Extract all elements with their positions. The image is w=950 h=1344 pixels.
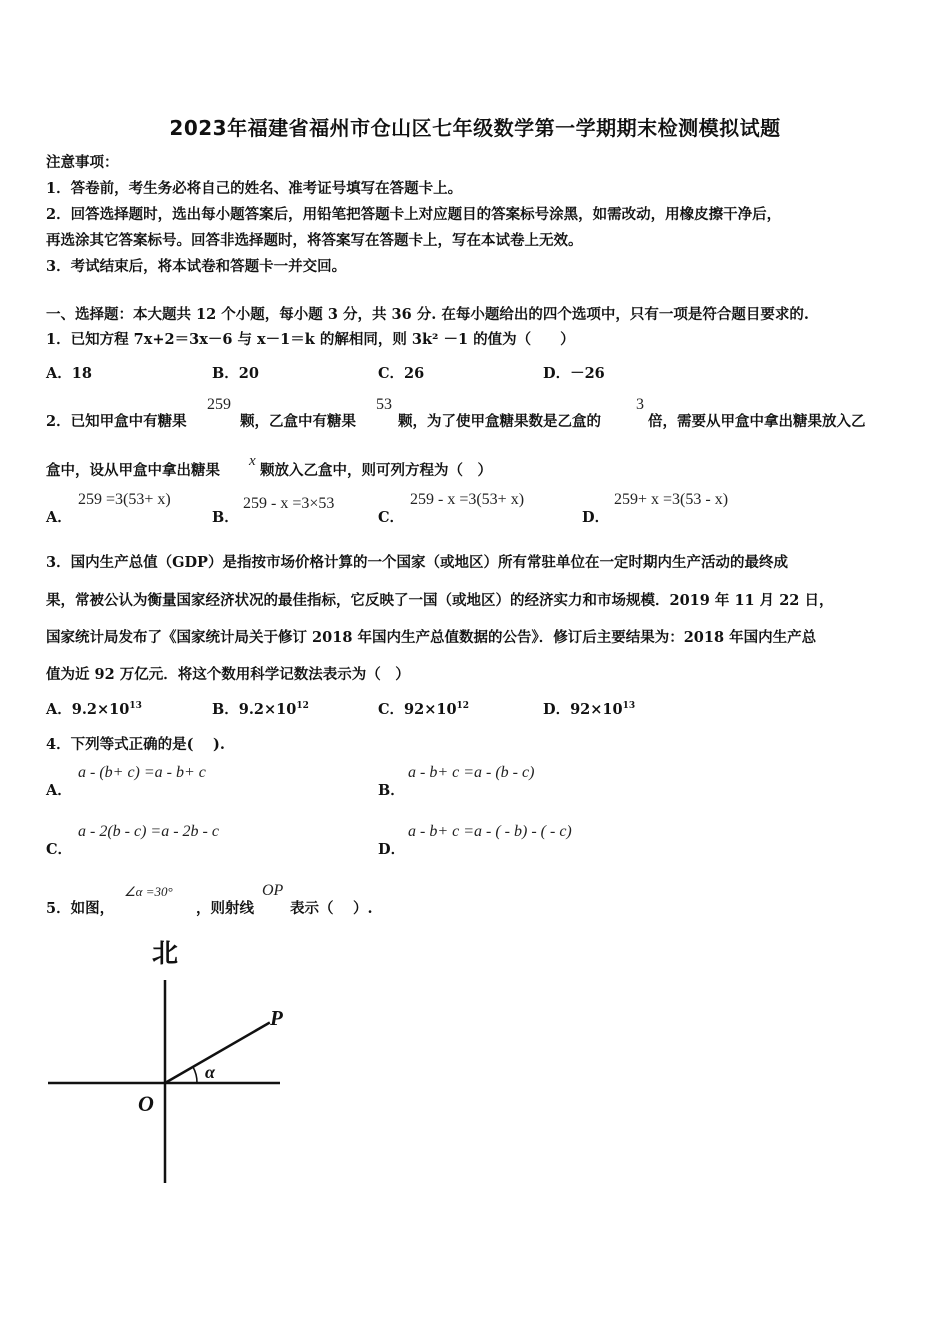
q3-line-2: 果，常被公认为衡量国家经济状况的最佳指标，它反映了一国（或地区）的经济实力和市场规模．2019 年 11 月 22 日，: [46, 592, 834, 609]
q4-option-d-label: D．: [378, 841, 406, 858]
notice-item-2b: 再选涂其它答案标号。回答非选择题时，将答案写在答题卡上，写在本试卷上无效。: [46, 232, 583, 249]
north-label: 北: [152, 939, 179, 969]
point-o-label: O: [138, 1091, 154, 1116]
q4-option-c-expr: a - 2(b - c) =a - 2b - c: [78, 823, 219, 840]
q3-line-1: 3．国内生产总值（GDP）是指按市场价格计算的一个国家（或地区）所有常驻单位在一定时期内生产活动的最终成: [46, 554, 788, 571]
q4-option-b-label: B．: [378, 782, 405, 799]
q2-stem-line2b: 颗放入乙盒中，则可列方程为（ ）: [260, 462, 492, 479]
q2-stem-part1: 2．已知甲盒中有糖果: [46, 413, 187, 430]
q4-option-a-expr: a - (b+ c) =a - b+ c: [78, 764, 206, 781]
section-heading: 一、选择题：本大题共 12 个小题，每小题 3 分，共 36 分. 在每小题给出的四个选项中，只有一项是符合题目要求的.: [46, 306, 809, 323]
q2-option-c-label: C．: [378, 509, 405, 526]
q2-stem-line2a: 盒中，设从甲盒中拿出糖果: [46, 462, 220, 479]
q2-option-c-expr: 259 - x =3(53+ x): [410, 491, 525, 508]
q3-option-a: A．$9.2\times 10^{13}$: [46, 701, 142, 718]
alpha-label: α: [205, 1062, 215, 1082]
q3-option-c: C．$92\times 10^{12}$: [378, 701, 470, 718]
q2-number-3: 3: [636, 396, 644, 413]
q2-option-a-label: A．: [46, 509, 72, 526]
q2-option-b-expr: 259 - x =3×53: [243, 495, 335, 512]
q4-option-c-label: C．: [46, 841, 73, 858]
q3-line-3: 国家统计局发布了《国家统计局关于修订 2018 年国内生产总值数据的公告》．修订后主要结果为：2018 年国内生产总: [46, 629, 817, 646]
q2-option-d-label: D．: [582, 509, 610, 526]
q2-option-a-expr: 259 =3(53+ x): [78, 491, 171, 508]
page-title: 2023年福建省福州市仓山区七年级数学第一学期期末检测模拟试题: [169, 116, 781, 140]
q4-option-d-expr: a - b+ c =a - ( - b) - ( - c): [408, 823, 572, 840]
q1-option-c: C．26: [378, 365, 425, 382]
point-p-label: P: [270, 1006, 283, 1030]
q3-option-d: D．$92\times 10^{13}$: [543, 701, 636, 718]
q2-option-b-label: B．: [212, 509, 239, 526]
q5-angle: ∠α =30°: [124, 884, 173, 899]
q2-option-d-expr: 259+ x =3(53 - x): [614, 491, 729, 508]
q2-number-53: 53: [376, 396, 392, 413]
q1-option-a: A．18: [46, 365, 92, 382]
angle-arc: [193, 1067, 197, 1083]
q4-option-b-expr: a - b+ c =a - (b - c): [408, 764, 535, 781]
q1-stem: 1．已知方程 7x+2＝3x－6 与 x－1＝k 的解相同，则 3k² －1 的值为（ ）: [46, 331, 575, 348]
notice-heading: 注意事项：: [46, 154, 119, 171]
q5-stem-part2: ，则射线: [196, 900, 254, 917]
q2-var-x: x: [249, 453, 256, 469]
q5-figure: [40, 930, 300, 1195]
q3-option-b: B．$9.2\times 10^{12}$: [212, 701, 309, 718]
q5-stem-part1: 5．如图，: [46, 900, 115, 917]
q3-line-4: 值为近 92 万亿元．将这个数用科学记数法表示为（ ）: [46, 666, 410, 683]
q2-number-259: 259: [207, 396, 231, 413]
notice-item-3: 3．考试结束后，将本试卷和答题卡一并交回。: [46, 258, 347, 275]
ray-op: [165, 1023, 270, 1084]
q5-stem-part3: 表示（ ）.: [290, 900, 373, 917]
q4-stem: 4．下列等式正确的是( ).: [46, 736, 225, 753]
q1-option-d: D．－26: [543, 365, 605, 382]
q1-option-b: B．20: [212, 365, 259, 382]
q5-ray-op: OP: [262, 882, 284, 899]
notice-item-2a: 2．回答选择题时，选出每小题答案后，用铅笔把答题卡上对应题目的答案标号涂黑，如需改动，用橡皮擦干净后，: [46, 206, 782, 223]
q4-option-a-label: A．: [46, 782, 72, 799]
q2-stem-part2: 颗，乙盒中有糖果: [240, 413, 356, 430]
q2-stem-part4: 倍，需要从甲盒中拿出糖果放入乙: [648, 413, 866, 430]
q2-stem-part3: 颗，为了使甲盒糖果数是乙盒的: [398, 413, 601, 430]
notice-item-1: 1．答卷前，考生务必将自己的姓名、准考证号填写在答题卡上。: [46, 180, 463, 197]
